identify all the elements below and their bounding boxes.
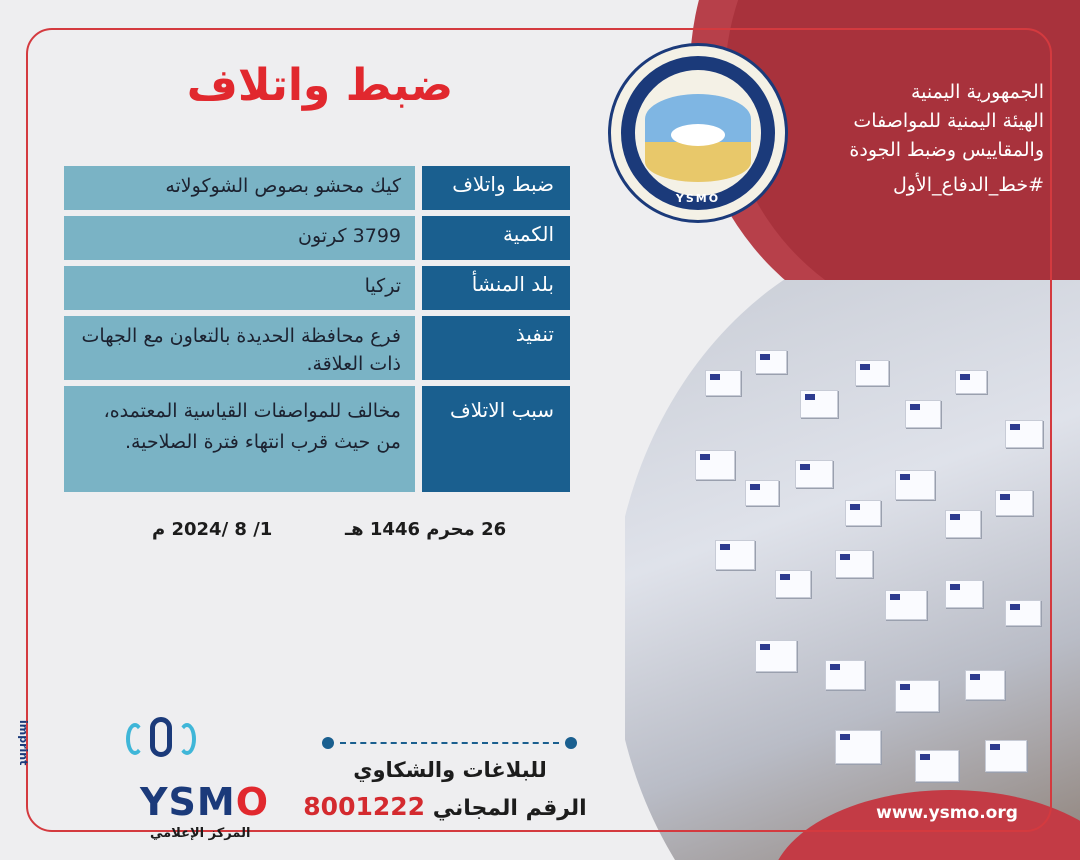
header-line-2: الهيئة اليمنية للمواصفات: [853, 110, 1044, 132]
divider-dot-right: [565, 737, 577, 749]
toll-free-number[interactable]: 8001222: [303, 792, 426, 821]
table-value: تركيا: [64, 266, 415, 310]
table-row: [64, 216, 570, 260]
divider-dash: [340, 742, 559, 744]
table-label: ضبط واتلاف: [422, 166, 570, 210]
table-value: 3799 كرتون: [64, 216, 415, 260]
table-value: فرع محافظة الحديدة بالتعاون مع الجهات ذات العلاقة.: [64, 316, 415, 380]
logo-label: YSMO: [675, 192, 721, 205]
sound-wave-left-icon: [126, 723, 144, 755]
gregorian-date: 1/ 8 /2024 م: [152, 519, 273, 540]
table-label: بلد المنشأ: [422, 266, 570, 310]
table-row: [64, 386, 570, 492]
table-value: كيك محشو بصوص الشوكولاته: [64, 166, 415, 210]
table-row: [64, 166, 570, 210]
table-value: مخالف للمواصفات القياسية المعتمده، من حيث قرب انتهاء فترة الصلاحية.: [64, 386, 415, 492]
page-title: ضبط واتلاف: [186, 60, 454, 111]
header-hashtag: #خط_الدفاع_الأول: [892, 174, 1044, 196]
logo-dove-icon: [671, 124, 725, 146]
toll-free-label: الرقم المجاني: [432, 796, 587, 821]
toll-free-line: [300, 792, 590, 821]
website-link[interactable]: www.ysmo.org: [876, 803, 1018, 823]
hijri-date: 26 محرم 1446 هـ: [345, 519, 507, 540]
brand-name-start: YSM: [140, 780, 236, 824]
table-label: الكمية: [422, 216, 570, 260]
dotted-divider: [322, 737, 577, 749]
table-label: سبب الاتلاف: [422, 386, 570, 492]
table-row: [64, 316, 570, 380]
destroyed-goods-photo: [625, 280, 1080, 860]
header-line-1: الجمهورية اليمنية: [910, 81, 1044, 103]
mic-capsule: [150, 717, 172, 757]
table-row: [64, 266, 570, 310]
divider-dot-left: [322, 737, 334, 749]
header-block: [724, 78, 1044, 200]
brand-logo: [140, 780, 269, 824]
reports-heading: للبلاغات والشكاوي: [353, 758, 547, 782]
header-line-3: والمقاييس وضبط الجودة: [849, 139, 1044, 161]
microphone-icon: [126, 715, 196, 785]
brand-name-end: O: [235, 780, 270, 824]
imprint-mark: imprint: [17, 720, 30, 766]
table-label: تنفيذ: [422, 316, 570, 380]
sound-wave-right-icon: [178, 723, 196, 755]
brand-subtitle: المركز الإعلامي: [150, 826, 251, 841]
